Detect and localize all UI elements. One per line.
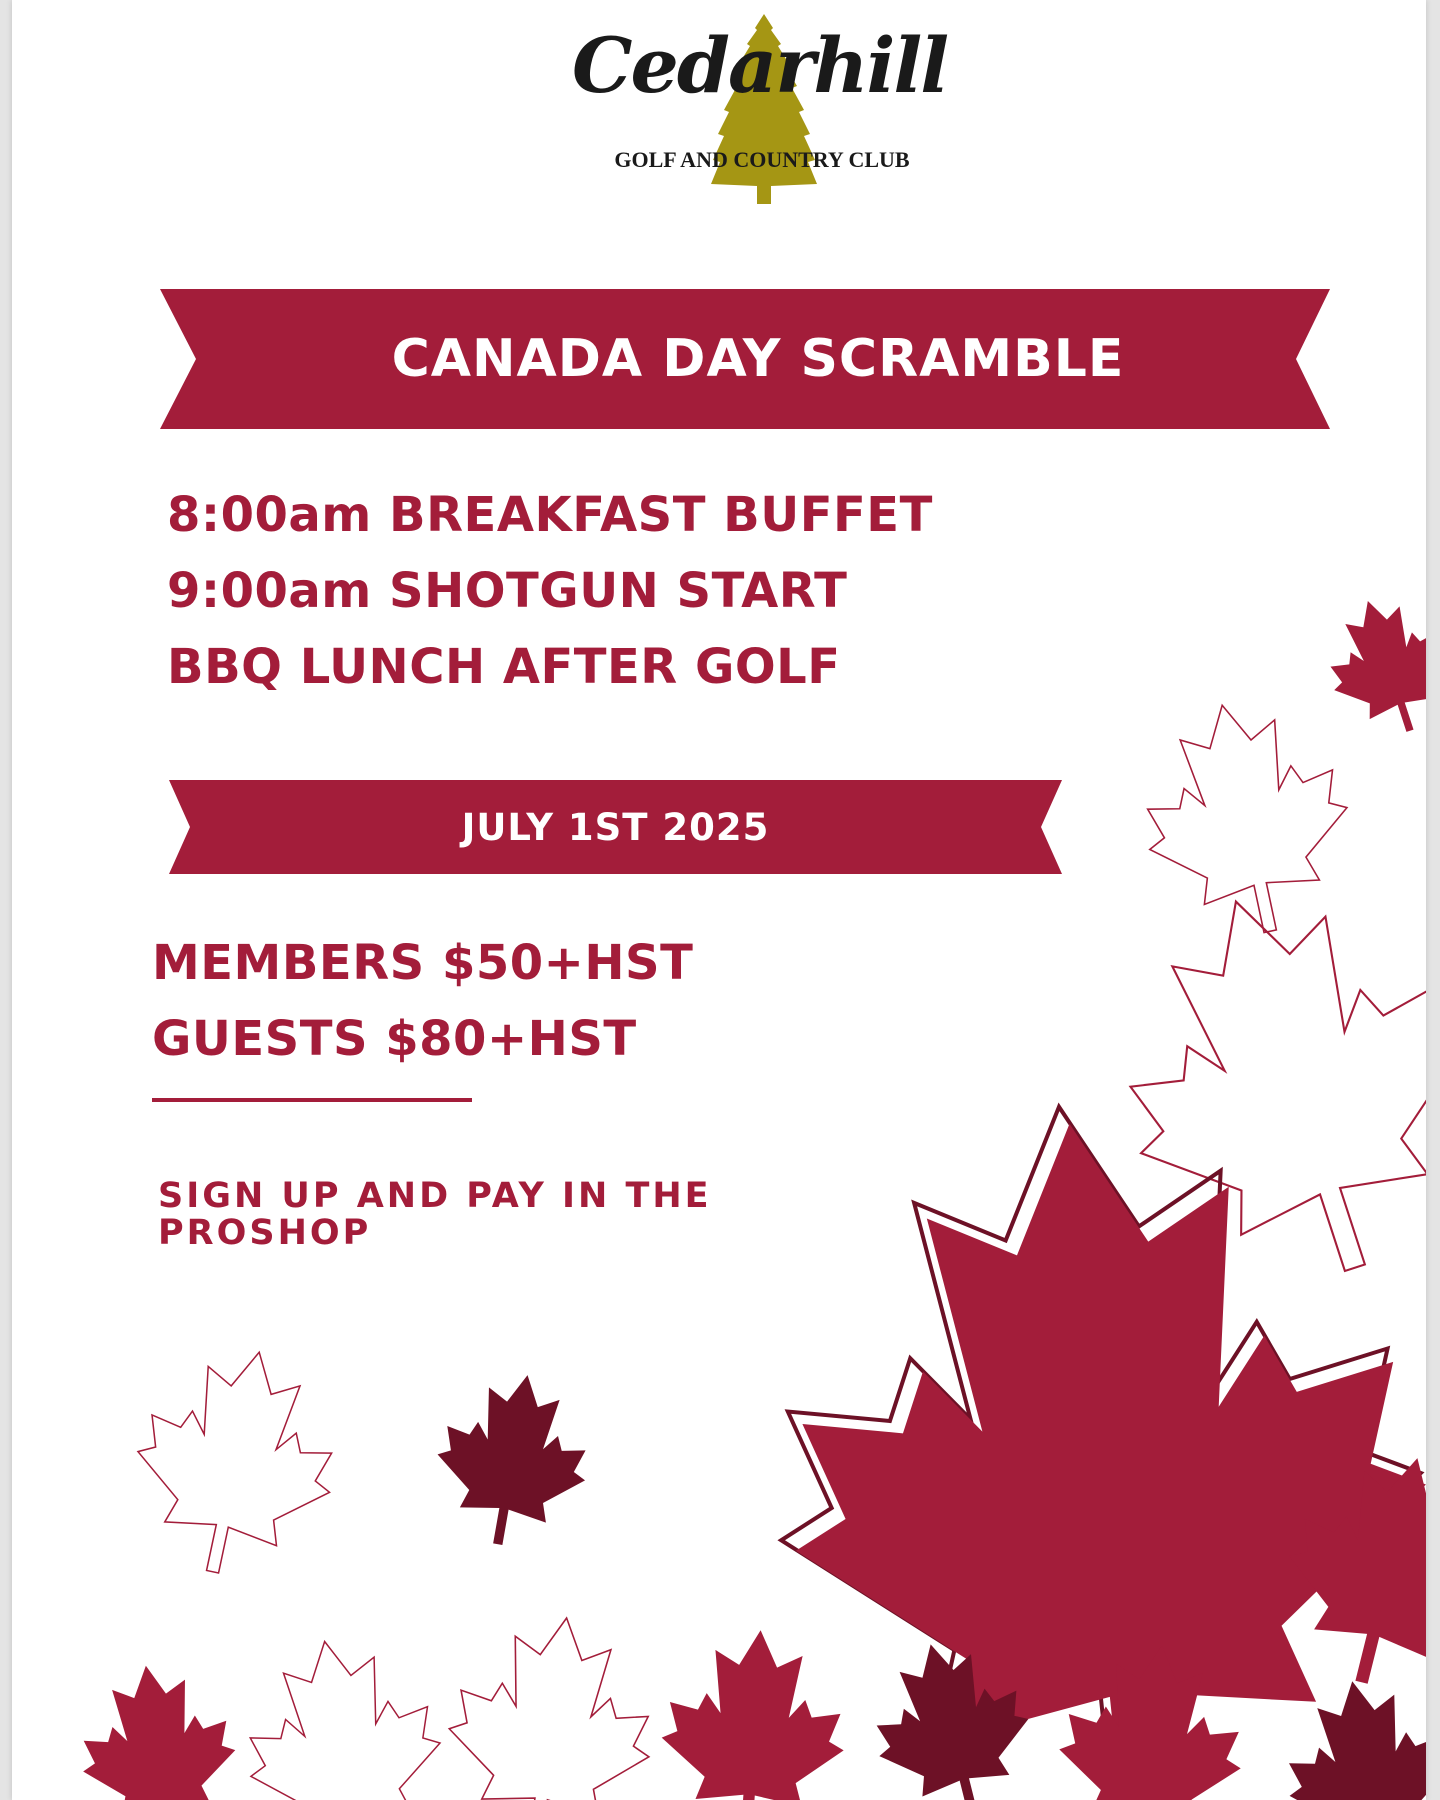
price-list: [152, 925, 693, 1077]
maple-leaf-icon: [1311, 583, 1426, 750]
logo-subtitle: GOLF AND COUNTRY CLUB: [614, 147, 910, 172]
logo-wordmark: Cedarhill: [572, 21, 948, 110]
maple-leaf-icon: [655, 1624, 852, 1800]
flyer-page: [12, 0, 1426, 1800]
schedule-item: 9:00am SHOTGUN START: [167, 563, 848, 619]
event-title: CANADA DAY SCRAMBLE: [391, 329, 1125, 389]
maple-leaf-icon: [754, 1091, 1426, 1800]
maple-leaf-icon: [230, 1625, 457, 1800]
schedule-list: [167, 477, 933, 705]
schedule-item: 8:00am BREAKFAST BUFFET: [167, 487, 933, 543]
date-banner: [169, 780, 1062, 874]
maple-leaf-icon: [117, 1332, 355, 1592]
maple-leaf-decoration: [12, 0, 1426, 1800]
title-banner: [160, 289, 1330, 429]
divider: [152, 1098, 472, 1102]
event-date: JULY 1ST 2025: [461, 805, 770, 849]
price-item: GUESTS $80+HST: [152, 1011, 637, 1067]
maple-leaf-icon: [424, 1362, 601, 1557]
price-item: MEMBERS $50+HST: [152, 935, 694, 991]
maple-leaf-icon: [70, 1655, 247, 1800]
maple-leaf-icon: [435, 1604, 667, 1800]
schedule-item: BBQ LUNCH AFTER GOLF: [167, 639, 841, 695]
signup-note: SIGN UP AND PAY IN THE PROSHOP: [158, 1176, 712, 1253]
